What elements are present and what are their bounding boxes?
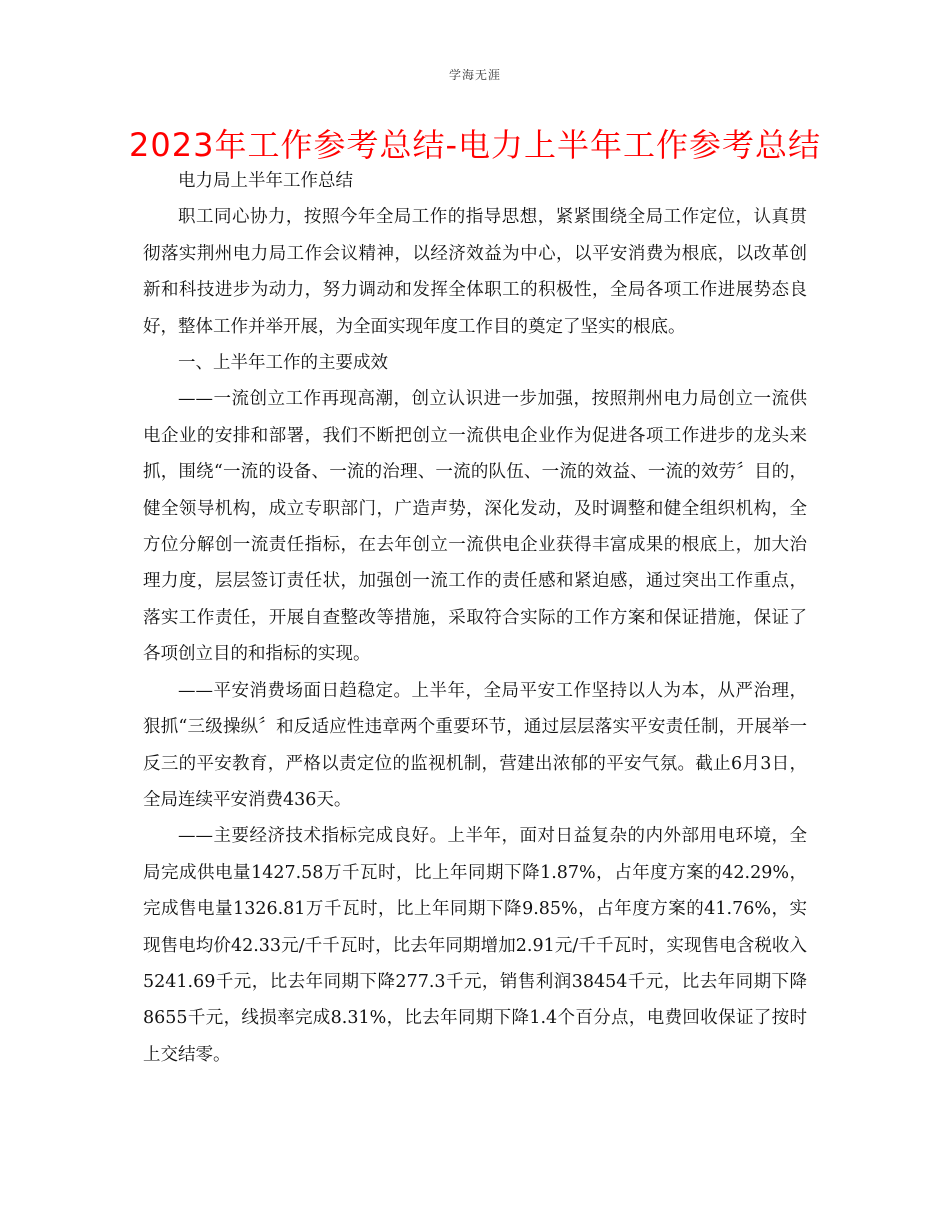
body-paragraph: ——主要经济技术指标完成良好。上半年，面对日益复杂的内外部用电环境，全局完成供电量1427.58万千瓦时，比上年同期下降1.87%，占年度方案的42.29%，完成售电量1326.81万千瓦时，比上年同期下降9.85%，占年度方案的41.76%，实现售电均价42.33元/千千瓦时，比去年同期增加2.91元/千千瓦时，实现售电含税收入5241.69千元，比去年同期下降277.3千元，销售利润38454千元，比去年同期下降8655千元，线损率完成8.31%，比去年同期下降1.4个百分点，电费回收保证了按时上交结零。 (143, 826, 807, 1065)
body-paragraph: ——一流创立工作再现高潮，创立认识进一步加强，按照荆州电力局创立一流供电企业的安排和部署，我们不断把创立一流供电企业作为促进各项工作进步的龙头来抓，围绕“一流的设备、一流的治理、一流的队伍、一流的效益、一流的效劳〞目的，健全领导机构，成立专职部门，广造声势，深化发动，及时调整和健全组织机构，全方位分解创一流责任指标，在去年创立一流供电企业获得丰富成果的根底上，加大治理力度，层层签订责任状，加强创一流工作的责任感和紧迫感，通过突出工作重点，落实工作责任，开展自查整改等措施，采取符合实际的工作方案和保证措施，保证了各项创立目的和指标的实现。 (143, 389, 807, 665)
subtitle-paragraph: 电力局上半年工作总结 (178, 171, 353, 191)
document-body (143, 163, 807, 1073)
section-heading: 一、上半年工作的主要成效 (178, 353, 388, 374)
page-header: 学海无涯 (448, 68, 501, 82)
body-paragraph: ——平安消费场面日趋稳定。上半年，全局平安工作坚持以人为本，从严治理，狠抓“三级操纵〞和反适应性违章两个重要环节，通过层层落实平安责任制，开展举一反三的平安教育，严格以责定位的监视机制，营建出浓郁的平安气氛。截止6月3日，全局连续平安消费436天。 (143, 680, 807, 810)
document-title: 2023年工作参考总结-电力上半年工作参考总结 (129, 126, 821, 164)
intro-paragraph: 职工同心协力，按照今年全局工作的指导思想，紧紧围绕全局工作定位，认真贯彻落实荆州电力局工作会议精神，以经济效益为中心，以平安消费为根底，以改革创新和科技进步为动力，努力调动和发挥全体职工的积极性，全局各项工作进展势态良好，整体工作并举开展，为全面实现年度工作目的奠定了坚实的根底。 (143, 207, 807, 337)
